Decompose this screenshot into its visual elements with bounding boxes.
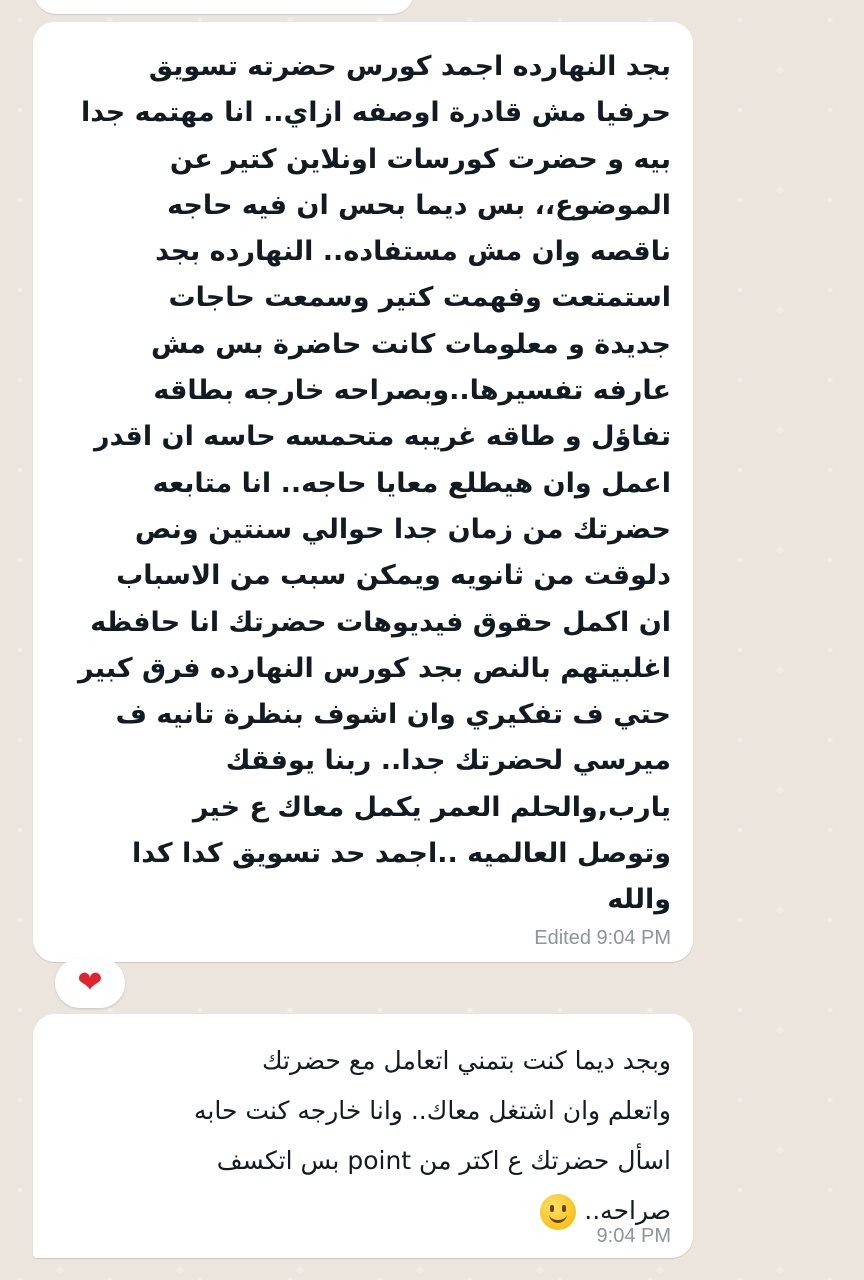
message-line: بيه و حضرت كورسات اونلاين كتير عن: [169, 143, 671, 175]
message-line: والله: [607, 884, 671, 916]
message-line: استمتعت وفهمت كتير وسمعت حاجات: [168, 282, 671, 314]
message-line: ناقصه وان مش مستفاده.. النهارده بجد: [155, 236, 671, 268]
message-line: واتعلم وان اشتغل معاك.. وانا خارجه كنت حابه: [194, 1096, 671, 1125]
message-line: ميرسي لحضرتك جدا.. ربنا يوفقك: [225, 745, 671, 777]
message-line: وبجد ديما كنت بتمني اتعامل مع حضرتك: [261, 1046, 671, 1075]
message-line: عارفه تفسيرها..وبصراحه خارجه بطاقه: [153, 375, 671, 407]
message-line: ان اكمل حقوق فيديوهات حضرتك انا حافظه: [90, 606, 671, 638]
message-line: اسأل حضرتك ع اكتر من point بس اتكسف: [216, 1146, 671, 1175]
message-text: [49, 44, 671, 924]
heart-reaction[interactable]: [55, 958, 125, 1008]
message-timestamp: 9:04 PM: [596, 1225, 671, 1247]
message-line-text: صراحه..: [584, 1196, 671, 1225]
message-line: جديدة و معلومات كانت حاضرة بس مش: [151, 328, 671, 360]
message-line: [49, 1186, 671, 1236]
incoming-message-bubble[interactable]: [33, 22, 693, 962]
message-line: حضرتك من زمان جدا حوالي سنتين ونص: [134, 513, 671, 545]
message-line: اعمل وان هيطلع معايا حاجه.. انا متابعه: [152, 467, 671, 499]
message-line: حرفيا مش قادرة اوصفه ازاي.. انا مهتمه جدا: [80, 97, 671, 129]
message-line: بجد النهارده اجمد كورس حضرته تسويق: [148, 51, 671, 82]
message-line: الموضوع،، بس ديما بحس ان فيه حاجه: [167, 189, 671, 221]
message-timestamp: Edited 9:04 PM: [534, 927, 671, 949]
message-line: اغلبيتهم بالنص بجد كورس النهارده فرق كبير: [78, 652, 671, 684]
incoming-message-bubble[interactable]: [33, 1014, 693, 1258]
slightly-smiling-face-icon: [540, 1194, 576, 1230]
message-line: تفاؤل و طاقه غريبه متحمسه حاسه ان اقدر: [94, 421, 671, 453]
message-line: يارب,والحلم العمر يكمل معاك ع خير: [192, 791, 671, 823]
message-line: وتوصل العالميه ..اجمد حد تسويق كدا كدا: [132, 838, 671, 870]
message-line: حتي ف تفكيري وان اشوف بنظرة تانيه ف: [115, 699, 671, 731]
heart-icon: ❤: [77, 965, 103, 1000]
message-line: دلوقت من ثانويه ويمكن سبب من الاسباب: [116, 560, 671, 592]
previous-message-bubble[interactable]: [34, 0, 414, 14]
message-text: [49, 1036, 671, 1236]
